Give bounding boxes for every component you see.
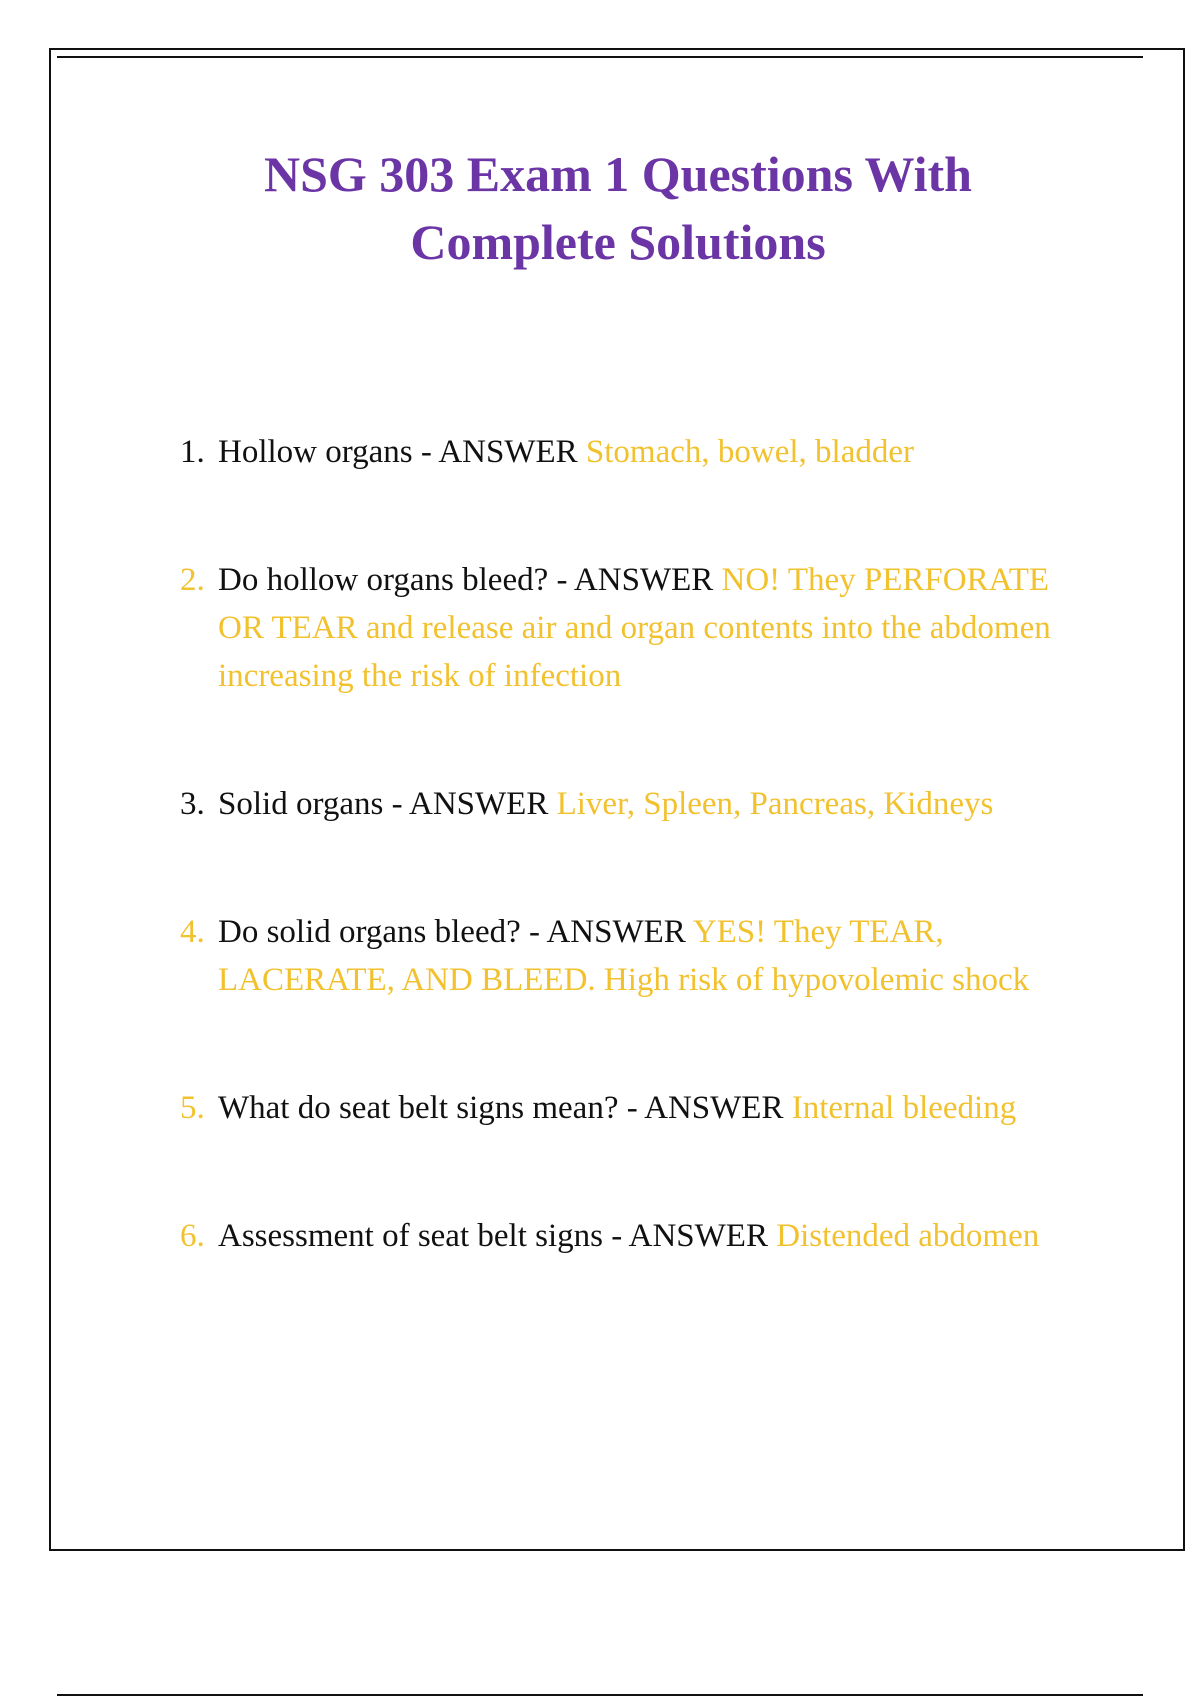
qa-item-2 bbox=[180, 556, 1100, 700]
item-answer: Internal bleeding bbox=[791, 1090, 1017, 1126]
item-question: Hollow organs bbox=[218, 434, 413, 470]
item-question: Assessment of seat belt signs bbox=[218, 1218, 603, 1254]
item-answer: YES! They TEAR, LACERATE, AND BLEED. High risk of hypovolemic shock bbox=[218, 914, 1030, 998]
title-line-1: NSG 303 Exam 1 Questions With bbox=[263, 146, 972, 202]
qa-item-4 bbox=[180, 908, 1100, 1004]
bottom-rule bbox=[57, 1694, 1143, 1696]
item-number: 3. bbox=[180, 786, 205, 822]
item-separator: - bbox=[618, 1090, 645, 1126]
item-answer: NO! They PERFORATE OR TEAR and release air and organ contents into the abdomen increasing the risk of infection bbox=[218, 562, 1051, 694]
item-question: Do hollow organs bleed? bbox=[218, 562, 549, 598]
item-separator: - bbox=[602, 1218, 629, 1254]
qa-list bbox=[180, 428, 1100, 1260]
item-answer: Liver, Spleen, Pancreas, Kidneys bbox=[556, 786, 994, 822]
item-number: 1. bbox=[180, 434, 205, 470]
document-title bbox=[100, 140, 1136, 276]
item-number: 5. bbox=[180, 1090, 205, 1126]
item-answer: Distended abdomen bbox=[776, 1218, 1040, 1254]
item-answer: Stomach, bowel, bladder bbox=[585, 434, 914, 470]
title-line-2: Complete Solutions bbox=[410, 214, 826, 270]
item-number: 2. bbox=[180, 562, 205, 598]
item-number: 4. bbox=[180, 914, 205, 950]
item-separator: - bbox=[548, 562, 574, 598]
qa-item-5 bbox=[180, 1084, 1100, 1132]
item-question: Do solid organs bleed? bbox=[218, 914, 521, 950]
answer-keyword: ANSWER bbox=[628, 1218, 768, 1254]
top-rule bbox=[57, 56, 1143, 58]
qa-item-1 bbox=[180, 428, 1100, 476]
item-separator: - bbox=[520, 914, 547, 950]
answer-keyword: ANSWER bbox=[409, 786, 549, 822]
item-separator: - bbox=[412, 434, 439, 470]
answer-keyword: ANSWER bbox=[644, 1090, 784, 1126]
answer-keyword: ANSWER bbox=[546, 914, 686, 950]
answer-keyword: ANSWER bbox=[438, 434, 578, 470]
item-question: Solid organs bbox=[218, 786, 384, 822]
item-question: What do seat belt signs mean? bbox=[218, 1090, 619, 1126]
qa-item-3 bbox=[180, 780, 1100, 828]
item-number: 6. bbox=[180, 1218, 205, 1254]
qa-item-6 bbox=[180, 1212, 1100, 1260]
item-separator: - bbox=[383, 786, 409, 822]
answer-keyword: ANSWER bbox=[573, 562, 714, 598]
